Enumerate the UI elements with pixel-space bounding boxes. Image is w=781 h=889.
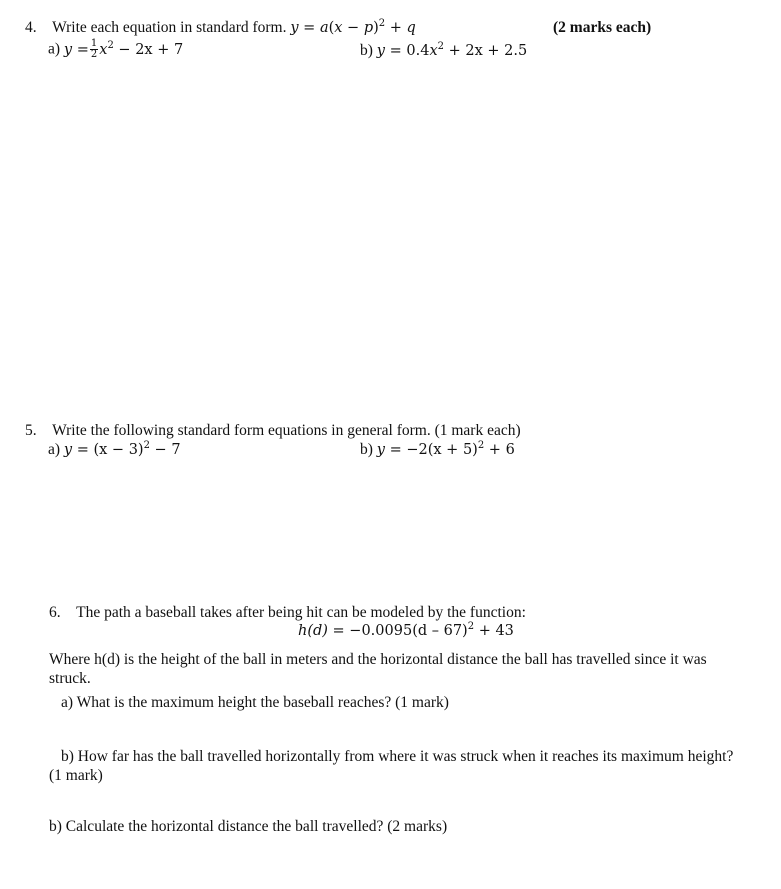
question-4a (48, 39, 183, 60)
question-4a-equation: y = $\frac{1}{2}$ $x^2 - 2x + 7$ (63, 38, 184, 60)
question-4b (360, 42, 527, 61)
question-6c: b) Calculate the horizontal distance the ball travelled? (2 marks) (49, 818, 448, 835)
question-6-function (298, 623, 514, 640)
question-6-header (49, 604, 526, 623)
function-exponent: 2 (467, 621, 475, 632)
question-6a: a) What is the maximum height the baseball reaches? (1 mark) (61, 694, 449, 711)
question-5-prompt: Write the following standard form equations in general form. (1 mark each) (52, 422, 521, 439)
question-5-number: 5. (25, 422, 37, 439)
question-6-description: Where h(d) is the height of the ball in meters and the horizontal distance the ball has travelled since it was struck. (49, 651, 707, 687)
question-4a-label: a) (48, 40, 64, 58)
question-5b (360, 441, 515, 460)
question-5a (48, 441, 181, 460)
fraction-one-half: $\frac{1}{2}$ (90, 38, 98, 60)
question-6b: b) How far has the ball travelled horizontally from where it was struck when it reaches its maximum height? (1 mark) (49, 748, 734, 784)
function-constant: + 43 (474, 623, 514, 639)
question-4-header (25, 19, 416, 38)
function-body: −0.0095(d – 67) (344, 623, 468, 639)
question-4-number: 4. (25, 19, 37, 36)
question-4-prompt: Write each equation in standard form. (52, 19, 287, 36)
question-5b-equation: $y = -2(x + 5)^2 + 6$ (376, 440, 515, 458)
function-lhs: h(d) = (298, 623, 345, 639)
question-5b-label: b) (360, 441, 377, 458)
question-6-prompt: The path a baseball takes after being hit can be modeled by the function: (76, 604, 526, 621)
question-4b-label: b) (360, 42, 377, 59)
question-4-standard-form: $y = a(x - p)^2 + q$ (290, 18, 416, 36)
question-5-header (25, 422, 521, 441)
question-5a-equation: $y = (x - 3)^2 - 7$ (63, 440, 181, 458)
question-4b-equation: $y = 0.4x^2 + 2x + 2.5$ (376, 41, 528, 59)
question-6-number: 6. (49, 604, 61, 621)
question-4-marks: (2 marks each) (553, 19, 652, 36)
question-5a-label: a) (48, 441, 64, 458)
